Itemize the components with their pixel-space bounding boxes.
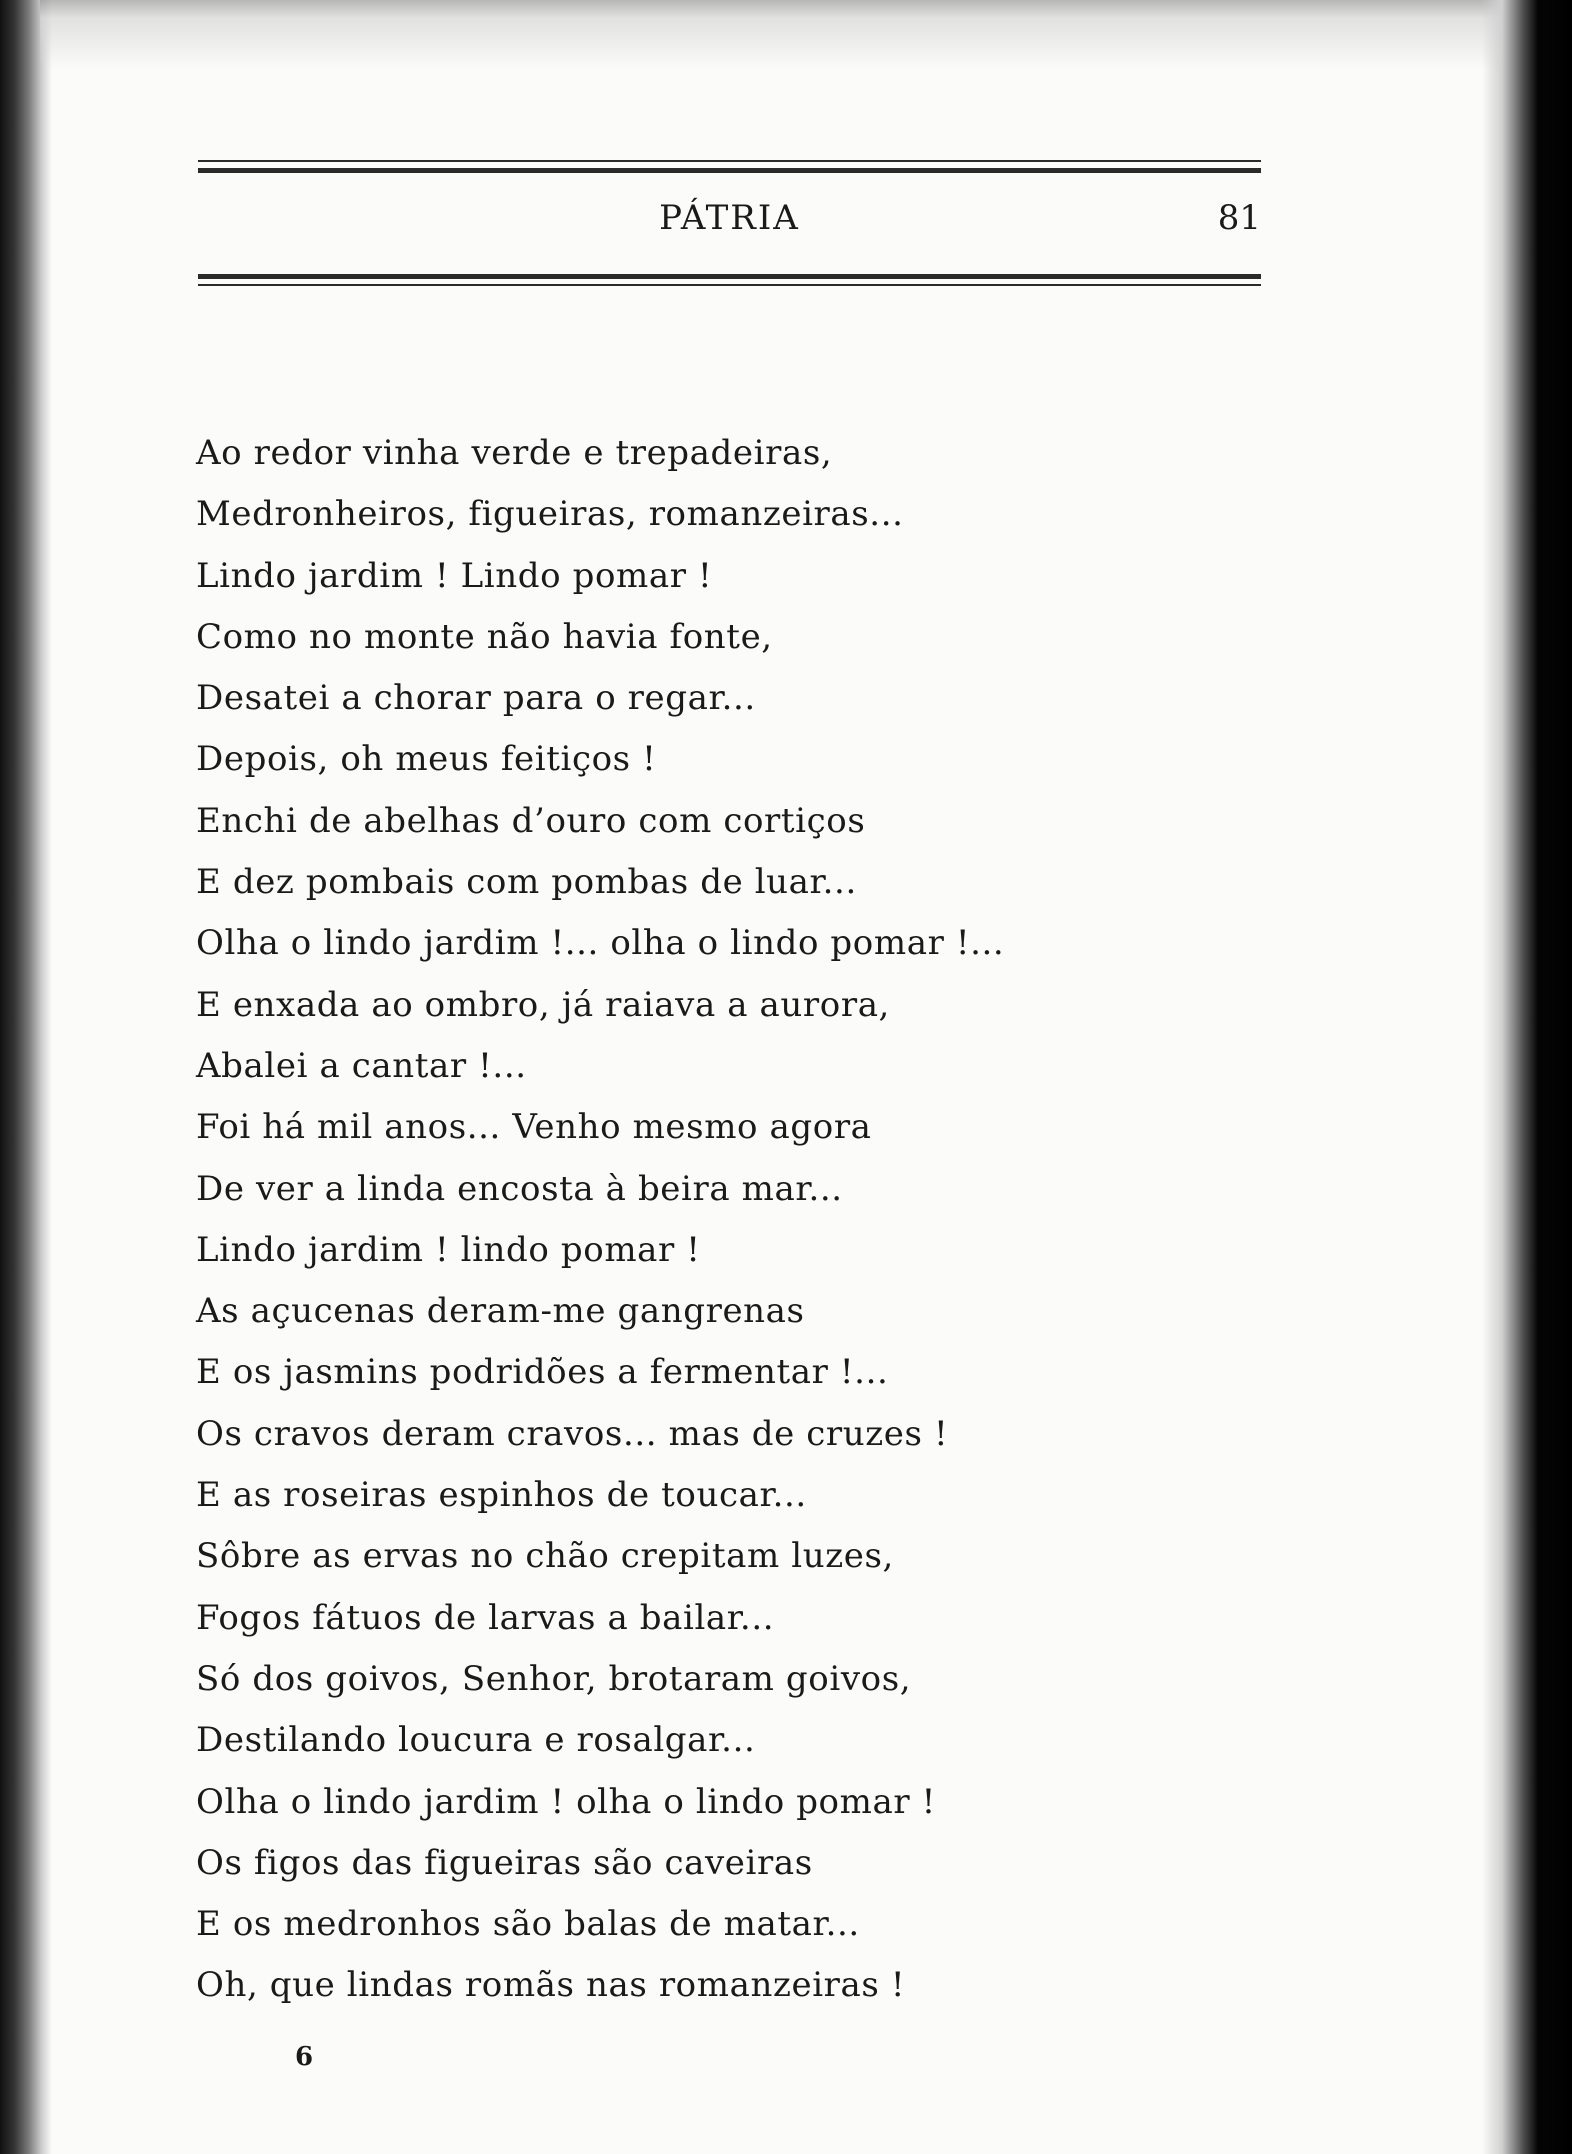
poem-line: Desatei a chorar para o regar... (196, 678, 756, 719)
poem-line: E dez pombais com pombas de luar... (196, 862, 857, 903)
poem-line: Olha o lindo jardim !... olha o lindo pomar !... (196, 923, 1005, 964)
poem-line: Enchi de abelhas d’ouro com cortiços (196, 800, 866, 841)
poem-line: Sôbre as ervas no chão crepitam luzes, (196, 1536, 894, 1577)
poem-line: Foi há mil anos... Venho mesmo agora (196, 1107, 872, 1148)
running-head-title: PÁTRIA (659, 198, 800, 238)
poem-line: E os medronhos são balas de matar... (196, 1904, 860, 1945)
poem-line: Só dos goivos, Senhor, brotaram goivos, (196, 1658, 912, 1699)
poem-line: Fogos fátuos de larvas a bailar... (196, 1597, 775, 1638)
poem-line: Os figos das figueiras são caveiras (196, 1842, 813, 1883)
poem-line: As açucenas deram-me gangrenas (196, 1291, 805, 1332)
poem-body (196, 423, 1196, 2017)
poem-line: Abalei a cantar !... (196, 1045, 527, 1086)
poem-line: Os cravos deram cravos... mas de cruzes ! (196, 1413, 949, 1454)
poem-line: De ver a linda encosta à beira mar... (196, 1168, 843, 1209)
scan-edge-top (40, 0, 1510, 70)
poem-line: Como no monte não havia fonte, (196, 616, 773, 657)
poem-line: Ao redor vinha verde e trepadeiras, (196, 433, 833, 473)
poem-line: E enxada ao ombro, já raiava a aurora, (196, 984, 890, 1025)
poem-line: E as roseiras espinhos de toucar... (196, 1475, 807, 1516)
poem-line: Oh, que lindas romãs nas romanzeiras ! (196, 1965, 906, 2006)
binding-shadow-left (0, 0, 52, 2154)
running-head (198, 198, 1261, 248)
poem-line: Olha o lindo jardim ! olha o lindo pomar ! (196, 1781, 936, 1822)
header-rule-top (198, 160, 1261, 173)
signature-mark: 6 (295, 2042, 314, 2072)
poem-line: Depois, oh meus feitiços ! (196, 739, 657, 780)
page-number: 81 (1217, 198, 1261, 238)
header-rule-bottom (198, 274, 1261, 286)
binding-shadow-right (1482, 0, 1572, 2154)
poem-line: Medronheiros, figueiras, romanzeiras... (196, 494, 904, 535)
poem-line: Lindo jardim ! lindo pomar ! (196, 1229, 701, 1270)
poem-line: Destilando loucura e rosalgar... (196, 1720, 756, 1761)
poem-line: E os jasmins podridões a fermentar !... (196, 1352, 889, 1393)
poem-line: Lindo jardim ! Lindo pomar ! (196, 555, 713, 596)
